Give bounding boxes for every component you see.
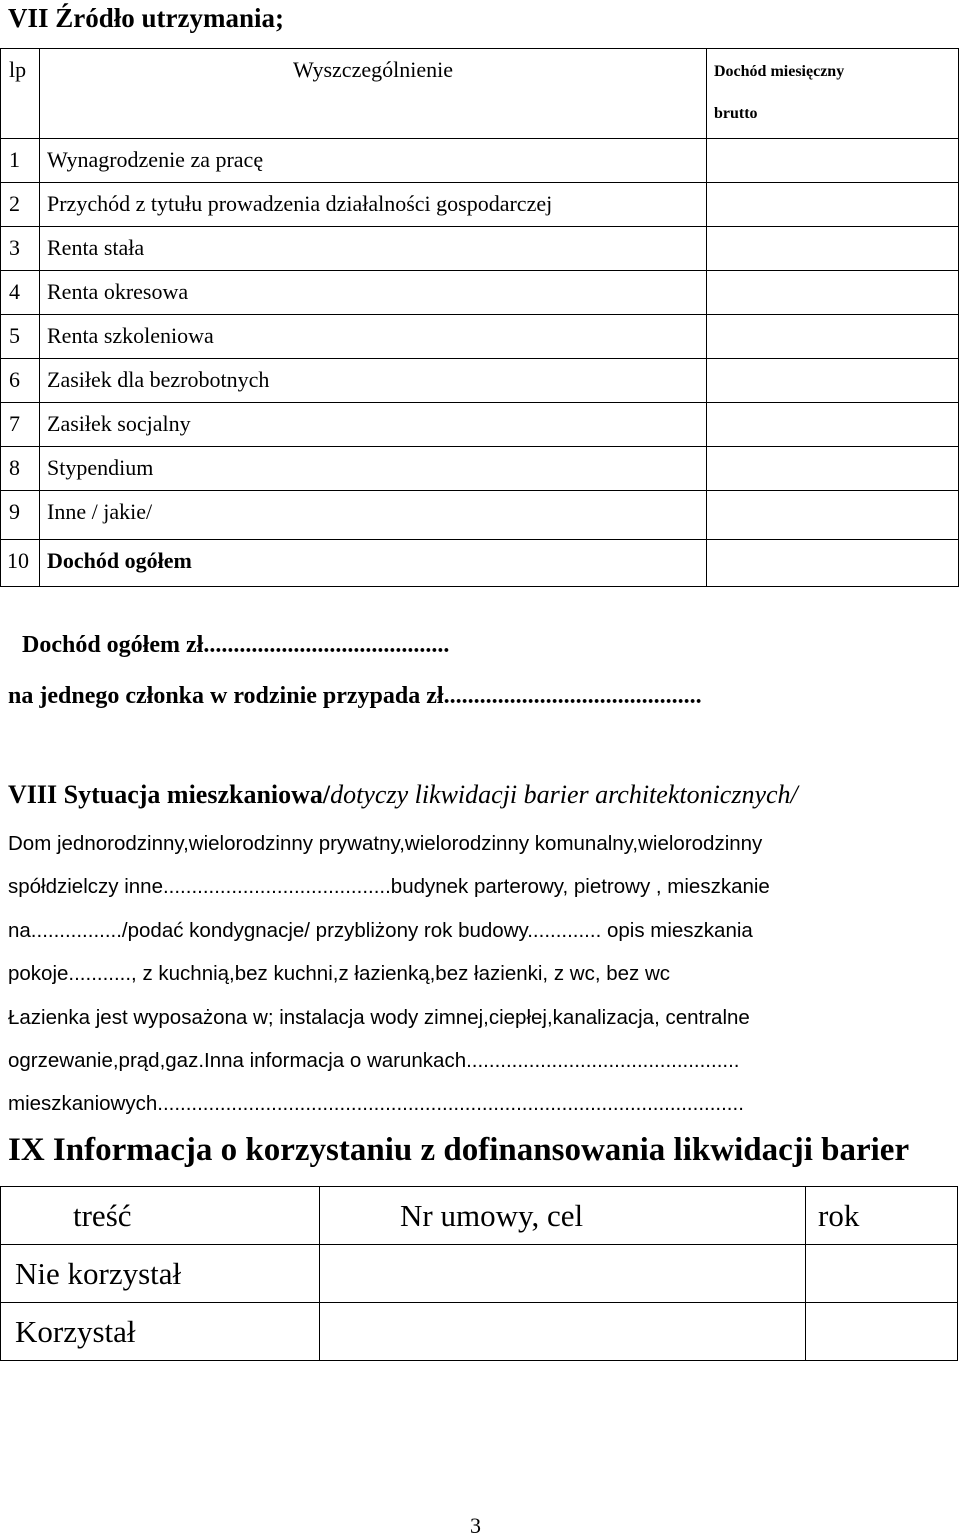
contract-cell[interactable] — [320, 1245, 806, 1303]
section-vii-title: VII Źródło utrzymania; — [8, 3, 284, 33]
row-lp: 3 — [9, 235, 20, 260]
header-description: Wyszczególnienie — [293, 57, 453, 82]
row-label: Przychód z tytułu prowadzenia działalności gospodarczej — [47, 191, 553, 216]
housing-text-line: Dom jednorodzinny,wielorodzinny prywatny,wielorodzinny komunalny,wielorodzinny — [8, 832, 763, 855]
row-label: Zasiłek socjalny — [47, 411, 191, 436]
row-label: Renta szkoleniowa — [47, 323, 214, 348]
section-viii-body — [8, 822, 948, 1126]
row-label: Zasiłek dla bezrobotnych — [47, 367, 270, 392]
row-label-used: Korzystał — [15, 1313, 136, 1349]
row-value-cell[interactable] — [707, 139, 959, 183]
table-row-total — [1, 540, 959, 587]
row-lp: 9 — [9, 499, 20, 524]
row-lp: 10 — [7, 548, 29, 573]
housing-text-line: ogrzewanie,prąd,gaz.Inna informacja o warunkach................................................ — [8, 1049, 740, 1073]
housing-text-line: na................/podać kondygnacje/ przybliżony rok budowy............. opis mieszkania — [8, 918, 753, 942]
section-viii-title-italic: dotyczy likwidacji barier architektonicznych/ — [330, 780, 798, 809]
row-value-cell[interactable] — [707, 403, 959, 447]
row-label: Renta stała — [47, 235, 145, 260]
row-value-cell[interactable] — [707, 540, 959, 587]
header-year: rok — [818, 1197, 860, 1233]
table-row — [1, 271, 959, 315]
row-value-cell[interactable] — [707, 183, 959, 227]
table-row — [1, 403, 959, 447]
housing-text-line: mieszkaniowych....................................................................................................... — [8, 1092, 744, 1116]
table-row — [1, 447, 959, 491]
header-lp-cell — [1, 49, 40, 139]
housing-text-line: spółdzielczy inne........................................budynek parterowy, pietrowy , mieszkanie — [8, 875, 770, 899]
header-contract: Nr umowy, cel — [400, 1197, 584, 1233]
income-table-header — [1, 49, 959, 139]
section-viii-title-bold: VIII Sytuacja mieszkaniowa/ — [8, 780, 331, 809]
income-table — [0, 48, 959, 587]
table-row — [1, 1245, 958, 1303]
row-lp: 2 — [9, 191, 20, 216]
table-row — [1, 491, 959, 540]
header-lp: lp — [9, 57, 27, 82]
row-value-cell[interactable] — [707, 227, 959, 271]
row-lp: 4 — [9, 279, 20, 304]
row-lp: 1 — [9, 147, 20, 172]
table-row — [1, 315, 959, 359]
row-label: Dochód ogółem — [47, 548, 192, 573]
header-value — [707, 49, 958, 135]
header-content: treść — [73, 1197, 132, 1233]
header-description-cell — [40, 49, 707, 139]
row-label: Stypendium — [47, 455, 154, 480]
row-label: Inne / jakie/ — [47, 499, 153, 524]
section-ix-title: IX Informacja o korzystaniu z dofinansowania likwidacji barier — [8, 1132, 910, 1168]
row-label-not-used: Nie korzystał — [15, 1255, 182, 1291]
table-row — [1, 227, 959, 271]
row-value-cell[interactable] — [707, 315, 959, 359]
funding-table-header — [1, 1187, 958, 1245]
row-lp: 7 — [9, 411, 20, 436]
housing-text-line: pokoje..........., z kuchnią,bez kuchni,z łazienką,bez łazienki, z wc, bez wc — [8, 962, 671, 986]
header-value-line2: brutto — [714, 105, 758, 122]
table-row — [1, 183, 959, 227]
row-lp: 5 — [9, 323, 20, 348]
contract-cell[interactable] — [320, 1303, 806, 1361]
header-value-cell — [707, 49, 959, 139]
table-row — [1, 139, 959, 183]
row-value-cell[interactable] — [707, 271, 959, 315]
row-value-cell[interactable] — [707, 359, 959, 403]
row-label: Renta okresowa — [47, 279, 189, 304]
row-lp: 8 — [9, 455, 20, 480]
section-viii-title — [8, 778, 798, 812]
table-row — [1, 1303, 958, 1361]
row-lp: 6 — [9, 367, 20, 392]
page-number: 3 — [470, 1513, 481, 1538]
year-cell[interactable] — [806, 1303, 958, 1361]
funding-table — [0, 1186, 958, 1361]
total-income-line: Dochód ogółem zł......................................... — [22, 632, 450, 658]
row-value-cell[interactable] — [707, 447, 959, 491]
per-member-income-line: na jednego członka w rodzinie przypada zł........................................... — [8, 683, 702, 709]
year-cell[interactable] — [806, 1245, 958, 1303]
header-value-line1: Dochód miesięczny — [714, 63, 845, 80]
row-label: Wynagrodzenie za pracę — [47, 147, 264, 172]
housing-text-line: Łazienka jest wyposażona w; instalacja wody zimnej,ciepłej,kanalizacja, centralne — [8, 1005, 750, 1029]
row-value-cell[interactable] — [707, 491, 959, 540]
table-row — [1, 359, 959, 403]
